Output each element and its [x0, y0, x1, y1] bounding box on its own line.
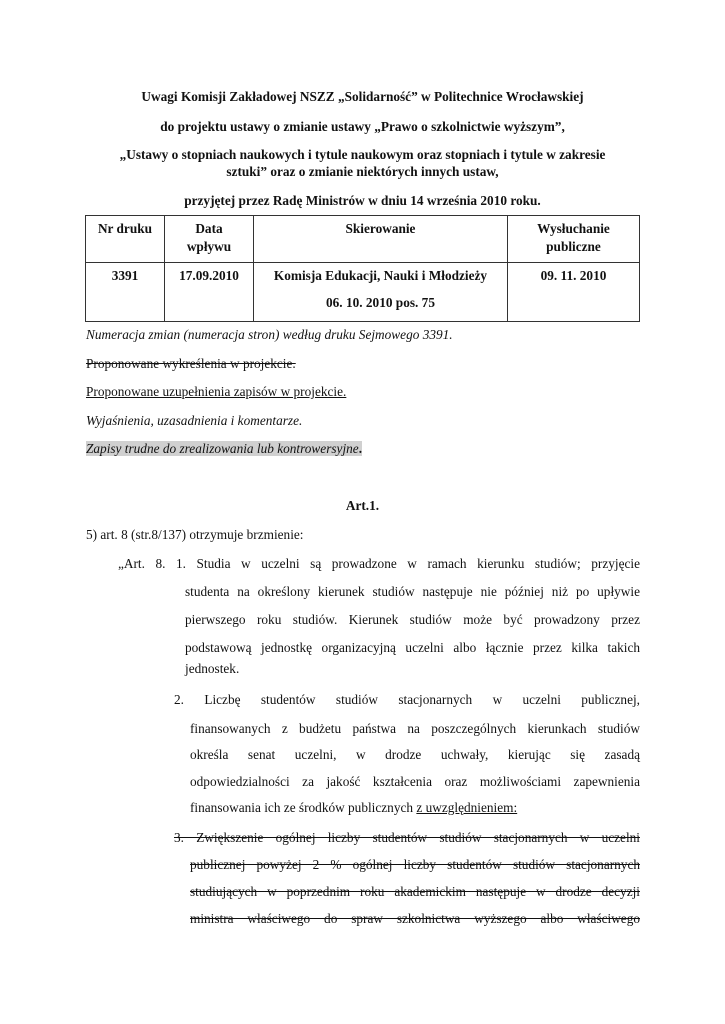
- title-line-1: Uwagi Komisji Zakładowej NSZZ „Solidarność” w Politechnice Wrocławskiej: [141, 89, 584, 104]
- article-intro: 5) art. 8 (str.8/137) otrzymuje brzmienie:: [86, 527, 304, 542]
- header-wysluchanie: Wysłuchanie publiczne: [508, 216, 640, 263]
- para-1-line: studenta na określony kierunek studiów następuje nie później niż po upływie: [185, 584, 640, 599]
- legend-numbering: Numeracja zmian (numeracja stron) według druku Sejmowego 3391.: [86, 327, 453, 342]
- para-2-last-text: finansowania ich ze środków publicznych: [190, 800, 417, 815]
- para-2-last-line: [190, 799, 517, 816]
- para-2-underlined: z uwzględnieniem:: [416, 800, 518, 815]
- legend-difficult-dot: .: [358, 441, 363, 456]
- para-3-line: ministra właściwego do spraw szkolnictwa wyższego albo właściwego: [190, 911, 640, 926]
- title-line-2: do projektu ustawy o zmianie ustawy „Prawo o szkolnictwie wyższym”,: [160, 119, 565, 134]
- para-2-line: określa senat uczelni, w drodze uchwały, kierując się zasadą: [190, 747, 640, 762]
- legend-explanations: Wyjaśnienia, uzasadnienia i komentarze.: [86, 413, 303, 428]
- title-line-4: przyjętej przez Radę Ministrów w dniu 14 września 2010 roku.: [184, 193, 541, 208]
- header-nr-druku: Nr druku: [86, 216, 165, 263]
- title-line-3b: sztuki” oraz o zmianie niektórych innych ustaw,: [226, 164, 499, 179]
- cell-data-wplywu: 17.09.2010: [165, 263, 254, 322]
- cell-nr-druku: 3391: [86, 263, 165, 322]
- legend-difficult-text: Zapisy trudne do zrealizowania lub kontrowersyjne: [86, 441, 359, 456]
- legend-deletions: Proponowane wykreślenia w projekcie.: [86, 356, 296, 371]
- title-line-3a: „Ustawy o stopniach naukowych i tytule naukowym oraz stopniach i tytule w zakresie: [119, 147, 606, 162]
- para-1-line: pierwszego roku studiów. Kierunek studiów może być prowadzony przez: [185, 612, 640, 627]
- para-3-line: publicznej powyżej 2 % ogólnej liczby studentów studiów stacjonarnych: [190, 857, 640, 872]
- para-2-line: odpowiedzialności za jakość kształcenia oraz możliwościami zapewnienia: [190, 774, 640, 789]
- table-header-row: [86, 216, 640, 263]
- legend-additions: Proponowane uzupełnienia zapisów w projekcie.: [86, 384, 347, 399]
- print-info-table: [85, 215, 640, 322]
- header-skierowanie: Skierowanie: [254, 216, 508, 263]
- para-1-last-line: jednostek.: [185, 661, 240, 676]
- cell-skierowanie: Komisja Edukacji, Nauki i Młodzieży 06. 10. 2010 pos. 75: [254, 263, 508, 322]
- para-1-line: podstawową jednostkę organizacyjną uczelni albo łącznie przez kilka takich: [185, 640, 640, 655]
- legend-difficult: [86, 440, 362, 457]
- cell-wysluchanie: 09. 11. 2010: [508, 263, 640, 322]
- para-3-line: 3. Zwiększenie ogólnej liczby studentów studiów stacjonarnych w uczelni: [174, 830, 640, 845]
- para-1-first-line: „Art. 8. 1. Studia w uczelni są prowadzone w ramach kierunku studiów; przyjęcie: [118, 556, 640, 571]
- header-data-wplywu: Data wpływu: [165, 216, 254, 263]
- para-3-line: studiujących w poprzednim roku akademickim następuje w drodze decyzji: [190, 884, 640, 899]
- para-2-line: finansowanych z budżetu państwa na poszczególnych kierunkach studiów: [190, 721, 640, 736]
- para-2-first-line: 2. Liczbę studentów studiów stacjonarnych w uczelni publicznej,: [174, 692, 640, 707]
- article-title: Art.1.: [345, 498, 380, 513]
- table-row: [86, 263, 640, 322]
